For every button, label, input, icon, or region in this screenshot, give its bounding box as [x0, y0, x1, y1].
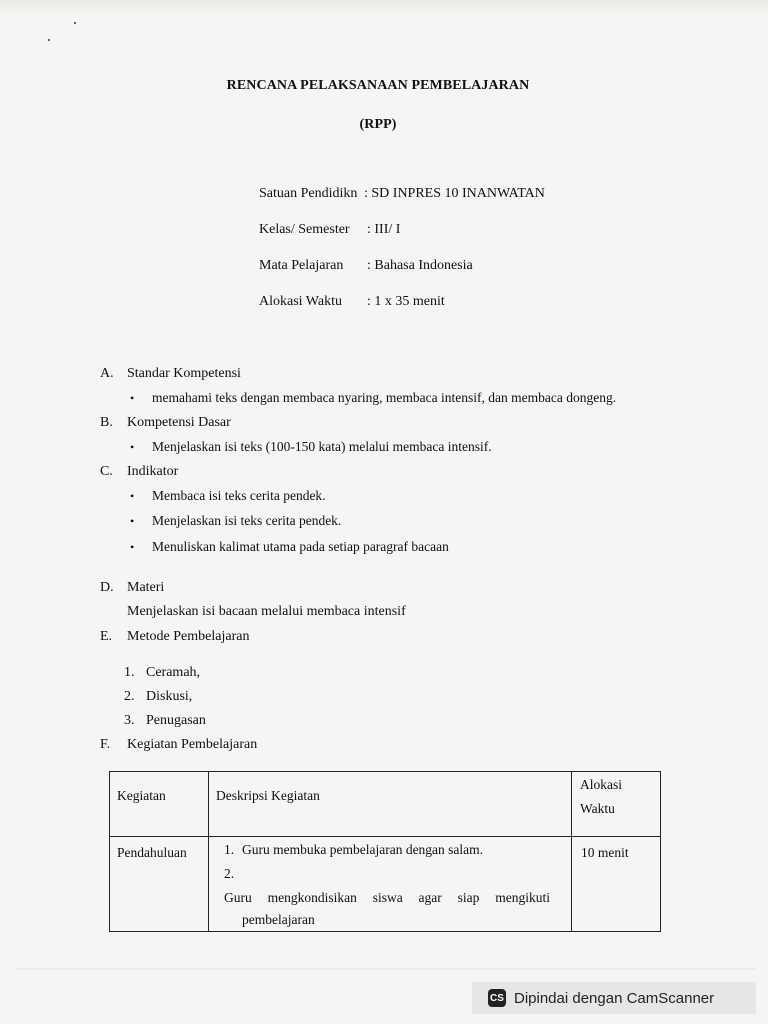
bullet-icon: •: [130, 391, 135, 405]
item-number: 3.: [124, 713, 135, 728]
section-title: Metode Pembelajaran: [127, 629, 250, 644]
section-title: Kegiatan Pembelajaran: [127, 737, 258, 752]
header-kegiatan: Kegiatan: [117, 788, 166, 803]
info-value: : Bahasa Indonesia: [367, 258, 473, 273]
section-d-text: Menjelaskan isi bacaan melalui membaca intensif: [127, 604, 406, 619]
item-text: Membaca isi teks cerita pendek.: [152, 488, 326, 503]
table-row: [110, 837, 661, 932]
info-row-satuan: [259, 186, 545, 202]
waktu-text: 10 menit: [581, 845, 629, 860]
method-item: [124, 689, 192, 705]
item-number: 1.: [124, 665, 135, 680]
step-item: [224, 838, 562, 862]
camscanner-watermark: [472, 982, 756, 1014]
bullet-icon: •: [130, 514, 135, 528]
bullet-icon: •: [130, 440, 135, 454]
item-text: Penugasan: [146, 713, 206, 728]
watermark-text: Dipindai dengan CamScanner: [514, 989, 715, 1007]
step-text: Guru membuka pembelajaran dengan salam.: [242, 842, 484, 857]
section-c-item: [130, 539, 449, 555]
section-letter: A.: [100, 366, 114, 381]
bullet-icon: •: [130, 540, 135, 554]
activity-table: [109, 771, 661, 932]
section-letter: E.: [100, 629, 113, 644]
step-number: 1.: [224, 842, 235, 857]
kegiatan-text: Pendahuluan: [117, 845, 187, 860]
header-alokasi: Alokasi: [580, 777, 622, 792]
section-letter: F.: [100, 737, 111, 752]
info-value: : 1 x 35 menit: [367, 294, 445, 309]
item-text: memahami teks dengan membaca nyaring, membaca intensif, dan membaca dongeng.: [152, 390, 617, 405]
header-waktu: Waktu: [580, 801, 615, 816]
section-f-heading: [100, 737, 257, 753]
section-letter: C.: [100, 464, 113, 479]
info-value: : SD INPRES 10 INANWATAN: [364, 186, 545, 201]
header-deskripsi: Deskripsi Kegiatan: [216, 788, 320, 803]
info-label: Satuan Pendidikn: [259, 186, 358, 201]
section-letter: B.: [100, 415, 113, 430]
step-number: 2.: [224, 866, 235, 881]
info-row-kelas: [259, 222, 401, 238]
scan-edge: [0, 0, 768, 14]
method-item: [124, 665, 200, 681]
section-e-heading: [100, 629, 249, 645]
section-a-heading: [100, 366, 241, 382]
scan-speck: [74, 22, 76, 24]
step-text-continued: pembelajaran: [242, 912, 315, 927]
document-title: RENCANA PELAKSANAAN PEMBELAJARAN: [226, 78, 530, 93]
section-title: Materi: [127, 580, 165, 595]
step-text: Guru mengkondisikan siswa agar siap mengikuti: [224, 890, 550, 905]
item-text: Diskusi,: [146, 689, 193, 704]
document-subtitle: (RPP): [359, 117, 397, 132]
item-number: 2.: [124, 689, 135, 704]
cell-waktu: [572, 837, 661, 932]
info-value: : III/ I: [367, 222, 401, 237]
info-row-mapel: [259, 258, 473, 274]
item-text: Menuliskan kalimat utama pada setiap paragraf bacaan: [152, 539, 449, 554]
section-title: Standar Kompetensi: [127, 366, 241, 381]
item-text: Ceramah,: [146, 665, 201, 680]
info-label: Alokasi Waktu: [259, 294, 342, 309]
info-label: Mata Pelajaran: [259, 258, 344, 273]
section-c-item: [130, 488, 326, 504]
method-item: [124, 713, 206, 729]
table-header-row: [110, 772, 661, 837]
item-text: Menjelaskan isi teks (100-150 kata) melalui membaca intensif.: [152, 439, 492, 454]
cell-kegiatan: [110, 837, 209, 932]
header-cell: [209, 772, 572, 837]
section-d-heading: [100, 580, 164, 596]
step-item: [224, 862, 562, 930]
scan-speck: [48, 39, 50, 41]
section-c-item: [130, 513, 341, 529]
scan-edge: [16, 968, 756, 970]
cell-deskripsi: [209, 837, 572, 932]
section-b-item: [130, 439, 492, 455]
header-cell: [110, 772, 209, 837]
section-c-heading: [100, 464, 178, 480]
section-b-heading: [100, 415, 231, 431]
step-list: [210, 838, 570, 930]
section-title: Kompetensi Dasar: [127, 415, 231, 430]
header-cell: [572, 772, 661, 837]
section-letter: D.: [100, 580, 114, 595]
section-a-item: [130, 390, 616, 406]
camscanner-logo-icon: CS: [488, 989, 506, 1007]
bullet-icon: •: [130, 489, 135, 503]
info-row-alokasi: [259, 294, 445, 310]
item-text: Menjelaskan isi teks cerita pendek.: [152, 513, 342, 528]
info-label: Kelas/ Semester: [259, 222, 350, 237]
section-title: Indikator: [127, 464, 179, 479]
